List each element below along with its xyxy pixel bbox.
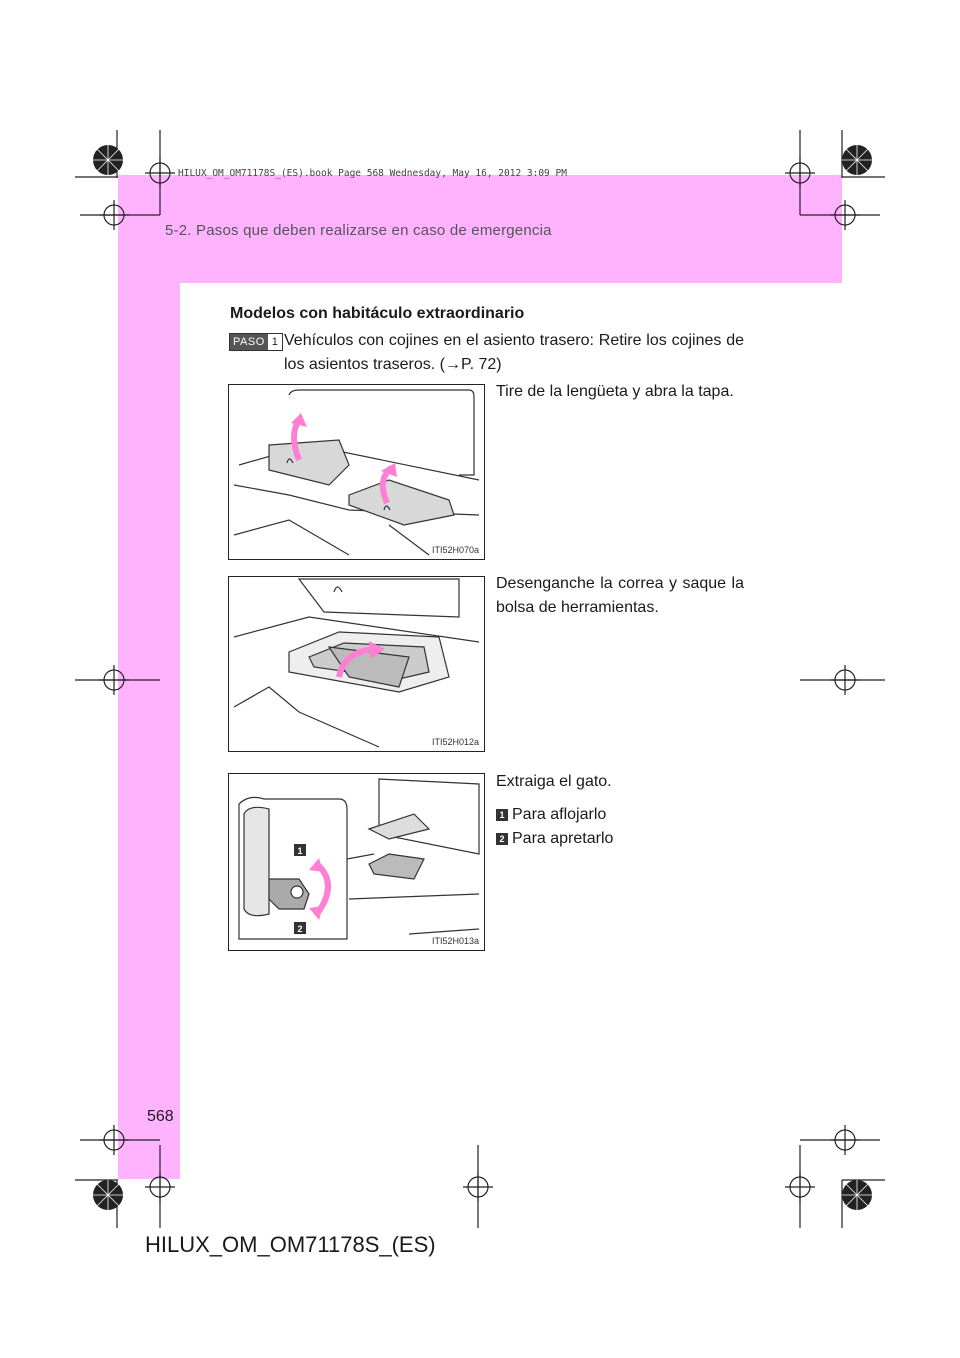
- figure-step-3: [228, 576, 485, 752]
- jack-illustration: [229, 774, 484, 950]
- figure-step-2: [228, 384, 485, 560]
- seat-cover-illustration: [229, 385, 484, 559]
- figure-code: ITI52H012a: [431, 737, 479, 747]
- page-number: 568: [147, 1108, 174, 1125]
- step-1-text: Vehículos con cojines en el asiento trasero: Retire los cojines de los asientos traseros. (→P. 72): [284, 332, 744, 373]
- section-heading: Modelos con habitáculo extraordinario: [230, 305, 525, 322]
- step-3-text: Desenganche la correa y saque la bolsa de herramientas.: [496, 575, 744, 616]
- book-info-line: HILUX_OM_OM71178S_(ES).book Page 568 Wednesday, May 16, 2012 3:09 PM: [178, 168, 567, 179]
- list-item: 2 Para apretarlo: [496, 827, 613, 851]
- svg-text:1: 1: [297, 846, 303, 856]
- list-item: 1 Para aflojarlo: [496, 803, 606, 827]
- tool-bag-illustration: [229, 577, 484, 751]
- figure-code: ITI52H013a: [431, 936, 479, 946]
- section-title: 5-2. Pasos que deben realizarse en caso de emergencia: [165, 222, 552, 239]
- svg-text:2: 2: [297, 924, 303, 934]
- figure-step-4: [228, 773, 485, 951]
- step-badge-1: PASO 1: [229, 333, 283, 351]
- document-code: HILUX_OM_OM71178S_(ES): [145, 1232, 436, 1257]
- step-4-text: Extraiga el gato.: [496, 773, 612, 790]
- figure-code: ITI52H070a: [431, 545, 479, 555]
- step-2-text: Tire de la lengüeta y abra la tapa.: [496, 383, 734, 400]
